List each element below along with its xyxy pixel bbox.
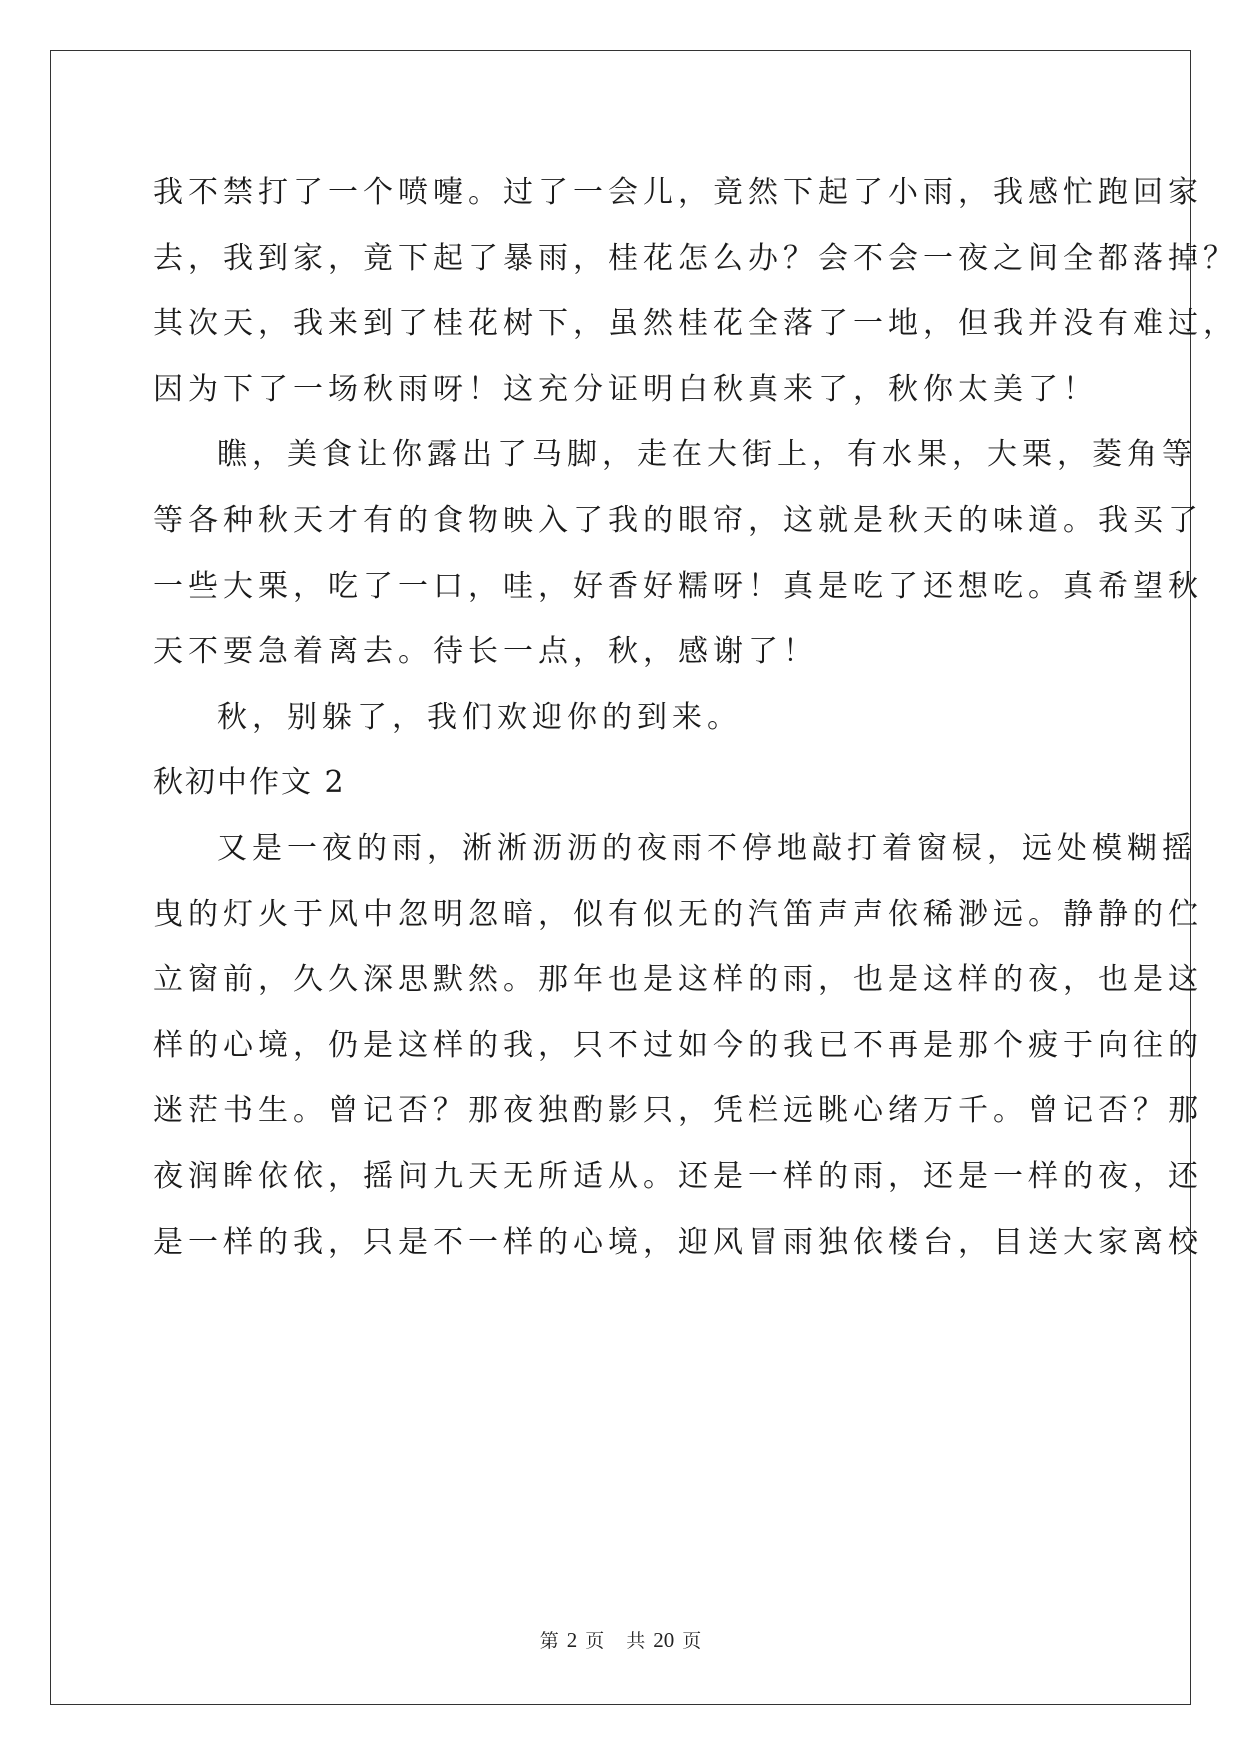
section-heading: 秋初中作文 2 xyxy=(153,765,346,801)
text-line: 等各种秋天才有的食物映入了我的眼帘，这就是秋天的味道。我买了 xyxy=(153,502,1203,538)
text-line: 样的心境，仍是这样的我，只不过如今的我已不再是那个疲于向往的 xyxy=(153,1027,1203,1063)
total-pages: 20 xyxy=(653,1628,675,1652)
text-line: 立窗前，久久深思默然。那年也是这样的雨，也是这样的夜，也是这 xyxy=(153,962,1203,998)
text-line: 一些大栗，吃了一口，哇，好香好糯呀！真是吃了还想吃。真希望秋 xyxy=(153,568,1203,604)
total-suffix: 页 xyxy=(682,1630,702,1652)
total-indicator xyxy=(622,1630,705,1652)
text-line: 天不要急着离去。待长一点，秋，感谢了！ xyxy=(153,634,818,670)
text-line: 迷茫书生。曾记否？那夜独酌影只，凭栏远眺心绪万千。曾记否？那 xyxy=(153,1093,1203,1129)
text-line: 又是一夜的雨，淅淅沥沥的夜雨不停地敲打着窗棂，远处模糊摇 xyxy=(217,830,1197,866)
text-line: 去，我到家，竟下起了暴雨，桂花怎么办？会不会一夜之间全都落掉？ xyxy=(153,240,1238,276)
text-line: 我不禁打了一个喷嚏。过了一会儿，竟然下起了小雨，我感忙跑回家 xyxy=(153,175,1203,210)
text-line: 曳的灯火于风中忽明忽暗，似有似无的汽笛声声依稀渺远。静静的伫 xyxy=(153,896,1203,932)
text-line: 因为下了一场秋雨呀！这充分证明白秋真来了，秋你太美了！ xyxy=(153,371,1098,407)
page-indicator xyxy=(536,1630,609,1652)
page-suffix: 页 xyxy=(585,1630,605,1652)
text-line: 其次天，我来到了桂花树下，虽然桂花全落了一地，但我并没有难过， xyxy=(153,306,1238,342)
total-prefix: 共 xyxy=(626,1630,646,1652)
text-line: 秋，别躲了，我们欢迎你的到来。 xyxy=(217,699,742,735)
text-line: 是一样的我，只是不一样的心境，迎风冒雨独依楼台，目送大家离校 xyxy=(153,1224,1203,1260)
page-number: 2 xyxy=(566,1628,578,1652)
page-footer xyxy=(0,1626,1241,1653)
text-line: 夜润眸依依，摇问九天无所适从。还是一样的雨，还是一样的夜，还 xyxy=(153,1158,1203,1194)
document-body xyxy=(153,160,1238,1275)
text-line: 瞧，美食让你露出了马脚，走在大街上，有水果，大栗，菱角等 xyxy=(217,437,1197,473)
page-prefix: 第 xyxy=(539,1630,559,1652)
